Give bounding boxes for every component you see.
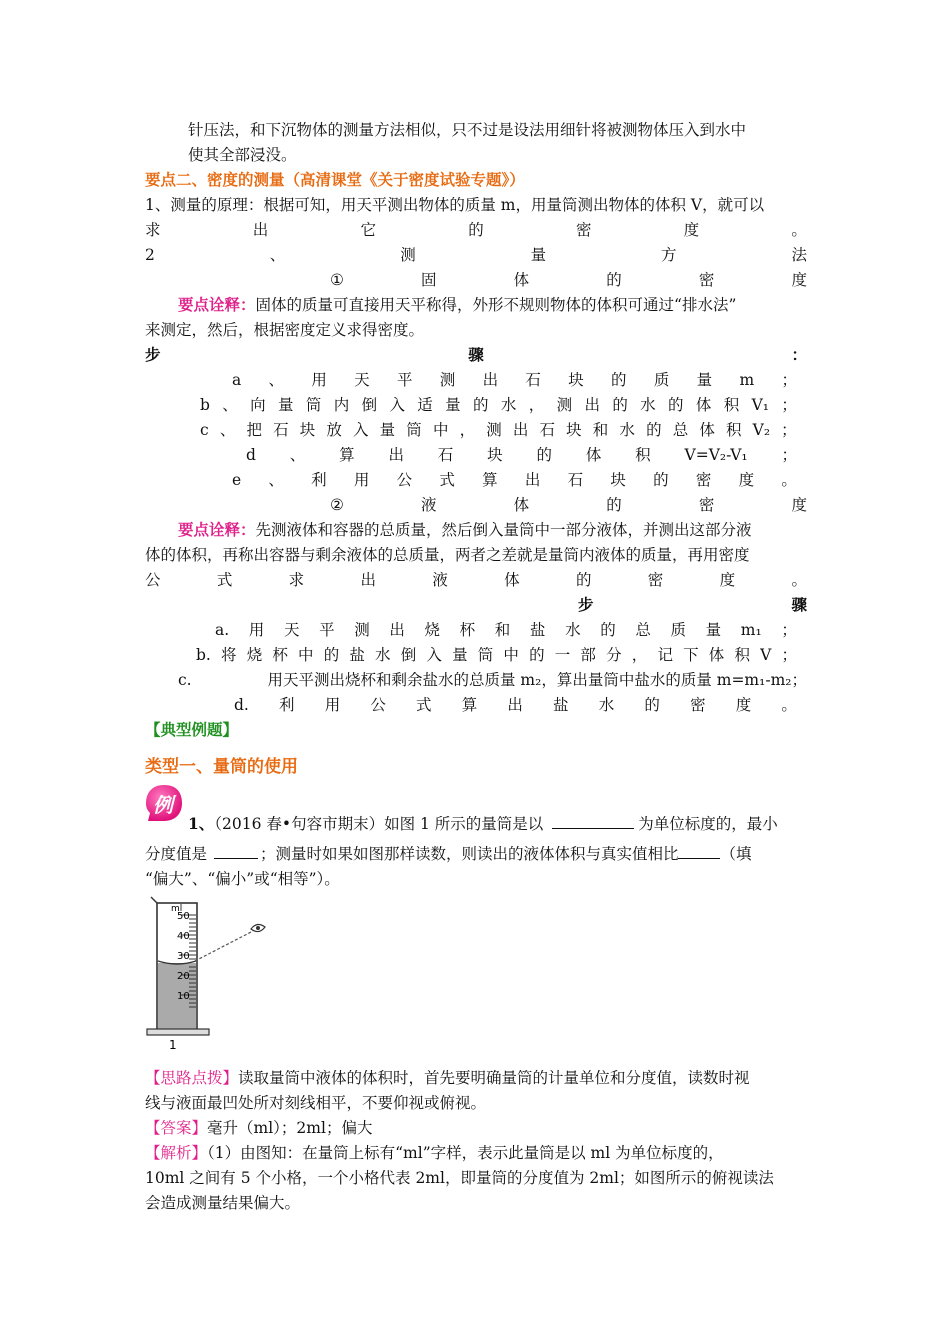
text-char: 水 xyxy=(598,696,615,714)
question-line: “偏大”、“偏小”或“相等”）。 xyxy=(145,870,340,888)
liquid-step xyxy=(215,618,797,642)
text-char: 石 xyxy=(525,371,541,389)
text-char: 水 xyxy=(640,396,656,414)
text-char: 杯 xyxy=(459,621,476,639)
text-char: 平 xyxy=(319,621,335,639)
text-char: b. xyxy=(196,646,211,664)
text-char: 的 xyxy=(612,396,628,414)
text-char: 。 xyxy=(781,696,797,714)
example-badge xyxy=(144,783,184,823)
text-char: 石 xyxy=(539,421,556,439)
liquid-step xyxy=(178,668,807,692)
text-char: 度 xyxy=(683,221,700,239)
text-char: 出 xyxy=(507,696,523,714)
tick-label: 50 xyxy=(177,911,190,922)
text-char: ， xyxy=(528,396,545,414)
text-char: d xyxy=(246,446,256,464)
text-char: 块 xyxy=(487,446,503,464)
text-char: 算 xyxy=(339,446,355,464)
text-char: 式 xyxy=(439,471,455,489)
text-char: 出 xyxy=(360,571,376,589)
text-char: 的 xyxy=(611,371,627,389)
text-char: 石 xyxy=(437,446,454,464)
text-char: 算 xyxy=(482,471,498,489)
text-char: 体 xyxy=(699,421,715,439)
text-char: ； xyxy=(781,646,797,664)
text-char: 入 xyxy=(426,646,442,664)
text-char: 用 xyxy=(311,371,327,389)
text-char: 中 xyxy=(298,646,314,664)
steps-label xyxy=(145,343,807,367)
text-char: 积 xyxy=(734,646,750,664)
solid-density-title xyxy=(330,268,807,292)
text-char: 向 xyxy=(250,396,266,414)
text-char: 烧 xyxy=(246,646,263,664)
analysis-line xyxy=(145,1141,807,1165)
text-char: 密 xyxy=(647,571,664,589)
text-char: ； xyxy=(781,371,797,389)
text-char: 天 xyxy=(354,371,370,389)
text-char: 度 xyxy=(719,571,736,589)
text-char: V₁ xyxy=(751,396,770,414)
text-char: 骤 xyxy=(791,595,807,614)
text-char: 度 xyxy=(791,496,807,514)
text-char: 步 xyxy=(145,345,161,364)
text-char: 入 xyxy=(389,396,405,414)
text-char: 块 xyxy=(299,421,316,439)
text-char: 体 xyxy=(708,646,725,664)
text-char: 液 xyxy=(421,496,437,514)
text-char: 步 xyxy=(578,595,594,614)
analysis-label: 【解析】 xyxy=(145,1144,208,1162)
text-char: 杯 xyxy=(272,646,288,664)
text-char: e xyxy=(232,471,242,489)
text-char: 天 xyxy=(283,621,300,639)
question-line xyxy=(145,842,807,866)
text-char: 下 xyxy=(683,646,699,664)
answer-blank-division[interactable] xyxy=(214,844,258,859)
text-char: 质 xyxy=(653,371,670,389)
text-char: 、 xyxy=(219,421,236,439)
text-char: 用 xyxy=(353,471,370,489)
figure-graduated-cylinder xyxy=(143,895,273,1055)
text-char: 。 xyxy=(791,221,807,239)
text-char: 。 xyxy=(791,571,807,589)
text-char: 公 xyxy=(145,571,161,589)
text-char: 出 xyxy=(388,446,404,464)
question-text: （填 xyxy=(720,845,752,863)
analysis-line: 会造成测量结果偏大。 xyxy=(145,1194,301,1212)
question-text: 为单位标度的，最小 xyxy=(638,815,778,833)
text-char: 公 xyxy=(396,471,413,489)
text-char: 算 xyxy=(461,696,478,714)
text-char: 测 xyxy=(486,421,502,439)
text-char: d. xyxy=(234,696,249,714)
text-char: 求 xyxy=(145,221,161,239)
question-line xyxy=(188,812,808,836)
analysis-line: 10ml 之间有 5 个小格，一个小格代表 2ml，即量筒的分度值为 2ml；如图所示的俯视读法 xyxy=(145,1169,774,1187)
answer-blank-unit[interactable] xyxy=(552,814,634,829)
text-char: 测 xyxy=(400,246,416,264)
text-char: c xyxy=(200,421,209,439)
text-char: 部 xyxy=(580,646,596,664)
text-char: 量 xyxy=(705,621,722,639)
liquid-step xyxy=(234,693,797,717)
examples-heading: 【典型例题】 xyxy=(145,720,239,739)
text-char: 密 xyxy=(690,696,706,714)
text-char: 中 xyxy=(432,421,449,439)
text-char: 的 xyxy=(575,571,592,589)
text-char: ， xyxy=(631,646,648,664)
question-number: 1、 xyxy=(188,814,215,833)
text-char: 分 xyxy=(606,646,622,664)
tick-label: 20 xyxy=(177,971,190,982)
text-char: 密 xyxy=(698,496,715,514)
text-char: 筒 xyxy=(406,421,422,439)
tick-label: 10 xyxy=(177,991,190,1002)
text-char: b xyxy=(200,396,210,414)
text-char: 记 xyxy=(657,646,673,664)
text-char: 积 xyxy=(635,446,651,464)
text-char: 体 xyxy=(585,446,602,464)
analysis-text: （1）由图知：在量筒上标有“ml”字样，表示此量筒是以 ml 为单位标度的， xyxy=(207,1144,724,1162)
text-char: 的 xyxy=(653,471,669,489)
text-char: 度 xyxy=(791,271,807,289)
text-char: 和 xyxy=(592,421,609,439)
text-char: 密 xyxy=(695,471,712,489)
text-char: m xyxy=(739,371,755,389)
text-char: 放 xyxy=(326,421,342,439)
text-char: 求 xyxy=(288,571,305,589)
liquid-step xyxy=(196,643,797,667)
solid-step xyxy=(232,368,797,392)
text-char: ② xyxy=(330,496,344,514)
text-char: 入 xyxy=(353,421,369,439)
text-char: ： xyxy=(791,345,807,364)
text-char: 积 xyxy=(725,421,742,439)
text-char: 水 xyxy=(375,646,391,664)
question-text: （2016 春•句容市期末）如图 1 所示的量筒是以 xyxy=(214,815,544,833)
text-char: 的 xyxy=(668,396,684,414)
note-text: 固体的质量可直接用天平称得，外形不规则物体的体积可通过“排水法” xyxy=(255,296,737,314)
text-char: a. xyxy=(215,621,230,639)
text-char: 出 xyxy=(524,471,541,489)
text-char: 利 xyxy=(279,696,295,714)
solid-step xyxy=(246,443,797,467)
paragraph-line: 体的体积，再称出容器与剩余液体的总质量，两者之差就是量筒内液体的质量，再用密度 xyxy=(145,546,750,564)
graduated-cylinder-diagram xyxy=(143,895,273,1055)
text-char: 出 xyxy=(512,421,529,439)
text-char: ； xyxy=(781,621,797,639)
text-char: a xyxy=(232,371,242,389)
text-char: 中 xyxy=(503,646,519,664)
text-char: ； xyxy=(781,396,797,414)
text-char: 内 xyxy=(333,396,350,414)
text-char: V₂ xyxy=(752,421,771,439)
text-char: 筒 xyxy=(477,646,494,664)
eye-icon xyxy=(251,924,265,931)
text-char: 一 xyxy=(554,646,571,664)
paragraph-line: 针压法，和下沉物体的测量方法相似，只不过是设法用细针将被测物体压入到水中 xyxy=(188,121,747,139)
justified-line xyxy=(145,243,807,267)
section-heading: 要点二、密度的测量（高清课堂《关于密度试验专题》） xyxy=(145,170,525,189)
tick-label: 30 xyxy=(177,951,190,962)
text-char: 块 xyxy=(610,471,626,489)
text-char: 将 xyxy=(221,646,237,664)
text-char: 骤 xyxy=(468,345,484,364)
text-char: 用 xyxy=(324,696,341,714)
note-label: 要点诠释： xyxy=(178,520,256,539)
text-char: 的 xyxy=(606,271,622,289)
text-char: 水 xyxy=(500,396,517,414)
text-char: 水 xyxy=(619,421,635,439)
solid-step xyxy=(200,393,797,417)
text-char: 盐 xyxy=(529,621,546,639)
text-char: 、 xyxy=(269,246,286,264)
solid-step xyxy=(232,468,797,492)
text-char: 公 xyxy=(370,696,386,714)
text-char: V=V₂-V₁ xyxy=(684,446,748,464)
text-char: 式 xyxy=(216,571,233,589)
text-char: 、 xyxy=(222,396,238,414)
example-badge-label: 例 xyxy=(153,793,173,817)
paragraph-line: 1、测量的原理：根据可知，用天平测出物体的质量 m，用量筒测出物体的体积 V，就可以 xyxy=(145,196,765,214)
text-char: 体 xyxy=(513,496,530,514)
text-char: 利 xyxy=(311,471,327,489)
text-char: 液 xyxy=(432,571,448,589)
text-char: 用 xyxy=(248,621,265,639)
text-char: 的 xyxy=(644,696,660,714)
liquid-density-title xyxy=(330,493,807,517)
text-char: 方 xyxy=(661,246,677,264)
text-char: ； xyxy=(781,446,797,464)
text-char: ； xyxy=(781,421,797,439)
text-char: 式 xyxy=(416,696,432,714)
text-char: 的 xyxy=(646,421,662,439)
text-char: 测 xyxy=(354,621,370,639)
text-char: 体 xyxy=(504,571,520,589)
note-label: 要点诠释： xyxy=(178,295,256,314)
text-char: 出 xyxy=(389,621,405,639)
text-char: 密 xyxy=(698,271,715,289)
unit-label: ml xyxy=(171,904,183,914)
text-char: 、 xyxy=(268,371,285,389)
text-char: 度 xyxy=(735,696,752,714)
paragraph-line: 来测定，然后，根据密度定义求得密度。 xyxy=(145,321,425,339)
text-char: 度 xyxy=(738,471,755,489)
text-char: m₁ xyxy=(740,621,762,639)
text-char: 块 xyxy=(568,371,584,389)
text-char: ， xyxy=(459,421,476,439)
text-char: 盐 xyxy=(349,646,365,664)
text-char: 量 xyxy=(696,371,713,389)
text-char: 量 xyxy=(445,396,461,414)
text-char: 出 xyxy=(584,396,600,414)
text-char: 石 xyxy=(567,471,584,489)
text-char: 的 xyxy=(529,646,545,664)
text-char: c. xyxy=(178,671,192,689)
text-char: 的 xyxy=(323,646,340,664)
figure-caption: 1 xyxy=(169,1038,177,1052)
answer-line xyxy=(145,1116,807,1140)
text-char: 它 xyxy=(360,221,376,239)
text-char: 密 xyxy=(575,221,592,239)
text-char: V xyxy=(760,646,772,664)
text-char: 量 xyxy=(530,246,547,264)
text-char: 质 xyxy=(670,621,686,639)
text-char: 的 xyxy=(600,621,616,639)
text-char: 出 xyxy=(482,371,499,389)
text-char: 把 xyxy=(246,421,262,439)
text-char: 体 xyxy=(513,271,530,289)
answer-blank-comparison[interactable] xyxy=(678,844,720,859)
text-char: 测 xyxy=(439,371,456,389)
key-note-line xyxy=(178,518,840,542)
text-char: 的 xyxy=(473,396,489,414)
text-char: 的 xyxy=(606,496,622,514)
text-char: 、 xyxy=(268,471,284,489)
hint-line: 线与液面最凹处所对刻线相平，不要仰视或俯视。 xyxy=(145,1094,487,1112)
text-char: 测 xyxy=(556,396,573,414)
text-char: 平 xyxy=(396,371,413,389)
text-char: 固 xyxy=(421,271,437,289)
text-char: 2 xyxy=(145,246,155,264)
text-char: 、 xyxy=(289,446,306,464)
hint-text: 读取量筒中液体的体积时，首先要明确量筒的计量单位和分度值，读数时视 xyxy=(238,1069,750,1087)
text-char: 量 xyxy=(452,646,468,664)
key-note-line xyxy=(178,293,840,317)
hint-label: 【思路点拨】 xyxy=(145,1069,239,1087)
text-char: 块 xyxy=(566,421,582,439)
text-char: 盐 xyxy=(553,696,569,714)
hint-line xyxy=(145,1066,807,1090)
question-text: ；测量时如果如图那样读数，则读出的液体体积与真实值相比 xyxy=(259,845,679,863)
paragraph-line: 使其全部浸没。 xyxy=(188,146,297,164)
text-char: 烧 xyxy=(424,621,441,639)
text-char: 用天平测出烧杯和剩余盐水的总质量 m₂，算出量筒中盐水的质量 m=m₁-m₂； xyxy=(267,671,807,689)
note-text: 先测液体和容器的总质量，然后倒入量筒中一部分液体，并测出这部分液 xyxy=(255,521,752,539)
steps-label xyxy=(578,593,807,617)
type-heading: 类型一、量筒的使用 xyxy=(145,757,298,777)
text-char: 水 xyxy=(565,621,581,639)
text-char: 的 xyxy=(468,221,484,239)
text-char: 适 xyxy=(417,396,433,414)
answer-label: 【答案】 xyxy=(145,1119,208,1137)
text-char: 石 xyxy=(273,421,289,439)
question-text: 分度值是 xyxy=(145,845,208,863)
text-char: 体 xyxy=(695,396,712,414)
text-char: 法 xyxy=(791,246,807,264)
justified-line xyxy=(145,218,807,242)
text-char: 总 xyxy=(672,421,689,439)
text-char: 积 xyxy=(723,396,740,414)
justified-line xyxy=(145,568,807,592)
text-char: ① xyxy=(330,271,344,289)
answer-text: 毫升（ml）；2ml；偏大 xyxy=(207,1119,373,1137)
text-char: 出 xyxy=(252,221,269,239)
text-char: 量 xyxy=(278,396,294,414)
text-char: 倒 xyxy=(361,396,378,414)
text-char: 倒 xyxy=(400,646,417,664)
tick-label: 40 xyxy=(177,931,190,942)
text-char: 的 xyxy=(536,446,552,464)
text-char: 。 xyxy=(781,471,797,489)
solid-step xyxy=(200,418,797,442)
text-char: 总 xyxy=(635,621,651,639)
text-char: 筒 xyxy=(305,396,322,414)
text-char: 和 xyxy=(494,621,511,639)
text-char: 量 xyxy=(379,421,396,439)
